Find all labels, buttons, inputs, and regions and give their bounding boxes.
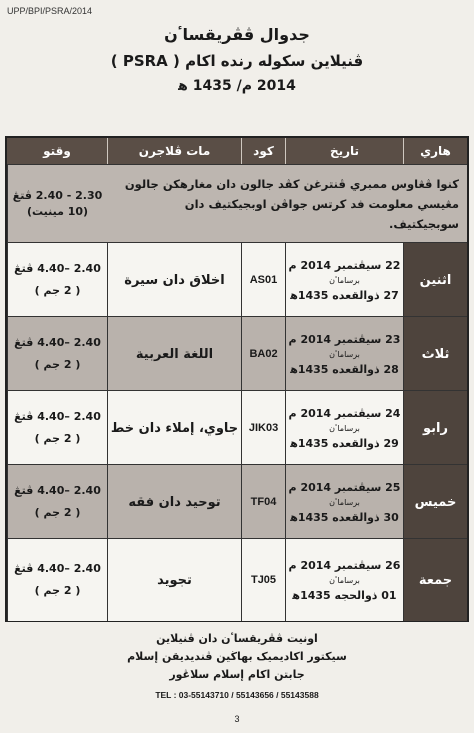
subject-cell: توحيد دان فقه bbox=[107, 465, 241, 539]
table-row bbox=[7, 390, 467, 465]
day-cell: ثلاث bbox=[403, 317, 467, 391]
document-year: 2014 م/ 1435 ﻫ bbox=[178, 78, 296, 94]
time-range: 2.40 –4.40 ڤتڠ bbox=[14, 484, 101, 497]
date-connector: برساماٴن bbox=[329, 423, 360, 433]
time-range: 2.40 –4.40 ڤتڠ bbox=[14, 336, 101, 349]
document-subtitle: ڤنيلاين سكوله رنده اكام ( PSRA ) bbox=[110, 52, 364, 70]
day-cell: رابو bbox=[403, 391, 467, 465]
header-code: كود bbox=[241, 138, 285, 164]
date-hijri: 29 ذوالقعده 1435ﻫ bbox=[290, 436, 399, 450]
date-gregorian: 24 سيڤتمبر 2014 م bbox=[288, 406, 401, 420]
date-gregorian: 26 سيڤتمبر 2014 م bbox=[288, 558, 401, 572]
notes-text: كنوا ڤڠاوس ممبري ڤنترغن كڤد جالون دان مغارهكن جالون مڠيسي معلومت فد كرتس جواڤن اوبجيكتيف دان سوبجيكتيف. bbox=[124, 177, 459, 231]
table-row bbox=[7, 464, 467, 539]
subject-cell: تجويد bbox=[107, 539, 241, 621]
day-cell: خميس bbox=[403, 465, 467, 539]
date-cell bbox=[285, 317, 403, 391]
document-header bbox=[0, 22, 474, 98]
date-hijri: 28 ذوالقعده 1435ﻫ bbox=[290, 362, 399, 376]
time-cell bbox=[7, 465, 107, 539]
schedule-table bbox=[5, 136, 469, 622]
date-cell bbox=[285, 465, 403, 539]
code-cell: JIK03 bbox=[241, 391, 285, 465]
code-cell: TF04 bbox=[241, 465, 285, 539]
header-subject: مات ڤلاجرن bbox=[107, 138, 241, 164]
date-cell bbox=[285, 391, 403, 465]
date-connector: برساماٴن bbox=[329, 275, 360, 285]
date-connector: برساماٴن bbox=[329, 575, 360, 585]
document-footer bbox=[0, 630, 474, 684]
code-cell: BA02 bbox=[241, 317, 285, 391]
day-cell: جمعة bbox=[403, 539, 467, 621]
table-row bbox=[7, 538, 467, 621]
time-range: 2.40 –4.40 ڤتڠ bbox=[14, 262, 101, 275]
time-range: 2.40 –4.40 ڤتڠ bbox=[14, 410, 101, 423]
time-duration: ( 2 جم ) bbox=[34, 284, 81, 297]
date-connector: برساماٴن bbox=[329, 349, 360, 359]
notes-time-duration: (10 مينيت) bbox=[26, 205, 89, 218]
time-range: 2.40 –4.40 ڤتڠ bbox=[14, 562, 101, 575]
time-cell bbox=[7, 539, 107, 621]
footer-department: جابتن اكام إسلام سلاڠور bbox=[169, 668, 305, 681]
page-number: 3 bbox=[234, 714, 240, 724]
table-header-row bbox=[7, 138, 467, 164]
header-date: تاريخ bbox=[285, 138, 403, 164]
notes-time-range: 2.30 - 2.40 ڤتڠ bbox=[12, 189, 103, 202]
code-cell: TJ05 bbox=[241, 539, 285, 621]
header-day: هاري bbox=[403, 138, 467, 164]
date-gregorian: 23 سيڤتمبر 2014 م bbox=[288, 332, 401, 346]
date-hijri: 01 ذوالحجه 1435ﻫ bbox=[292, 588, 397, 602]
date-connector: برساماٴن bbox=[329, 497, 360, 507]
time-cell bbox=[7, 391, 107, 465]
time-duration: ( 2 جم ) bbox=[34, 432, 81, 445]
time-duration: ( 2 جم ) bbox=[34, 506, 81, 519]
date-gregorian: 25 سيڤتمبر 2014 م bbox=[288, 480, 401, 494]
date-cell bbox=[285, 539, 403, 621]
table-row bbox=[7, 316, 467, 391]
date-gregorian: 22 سيڤتمبر 2014 م bbox=[288, 258, 401, 272]
document-title: جدوال ڤڤريقساٴن bbox=[164, 25, 310, 44]
time-cell bbox=[7, 243, 107, 317]
subject-cell: جاوي، إملاء دان خط bbox=[107, 391, 241, 465]
subject-cell: اخلاق دان سيرة bbox=[107, 243, 241, 317]
time-cell bbox=[7, 317, 107, 391]
date-hijri: 30 ذوالقعده 1435ﻫ bbox=[290, 510, 399, 524]
notes-time bbox=[7, 165, 107, 243]
time-duration: ( 2 جم ) bbox=[34, 584, 81, 597]
footer-telephone: TEL : 03-55143710 / 55143656 / 55143588 bbox=[155, 690, 319, 700]
subject-cell: اللغة العربية bbox=[107, 317, 241, 391]
date-cell bbox=[285, 243, 403, 317]
footer-sector: سيكتور اكاديميک بهاڬين ڤنديديقن إسلام bbox=[127, 650, 347, 663]
day-cell: اثنين bbox=[403, 243, 467, 317]
date-hijri: 27 ذوالقعده 1435ﻫ bbox=[290, 288, 399, 302]
code-cell: AS01 bbox=[241, 243, 285, 317]
header-time: وقتو bbox=[43, 144, 71, 158]
time-duration: ( 2 جم ) bbox=[34, 358, 81, 371]
footer-unit: اونيت ڤڤريقساٴن دان ڤنيلاين bbox=[156, 632, 318, 645]
notes-row bbox=[7, 164, 467, 243]
document-reference: UPP/BPI/PSRA/2014 bbox=[7, 6, 93, 16]
table-row bbox=[7, 242, 467, 317]
